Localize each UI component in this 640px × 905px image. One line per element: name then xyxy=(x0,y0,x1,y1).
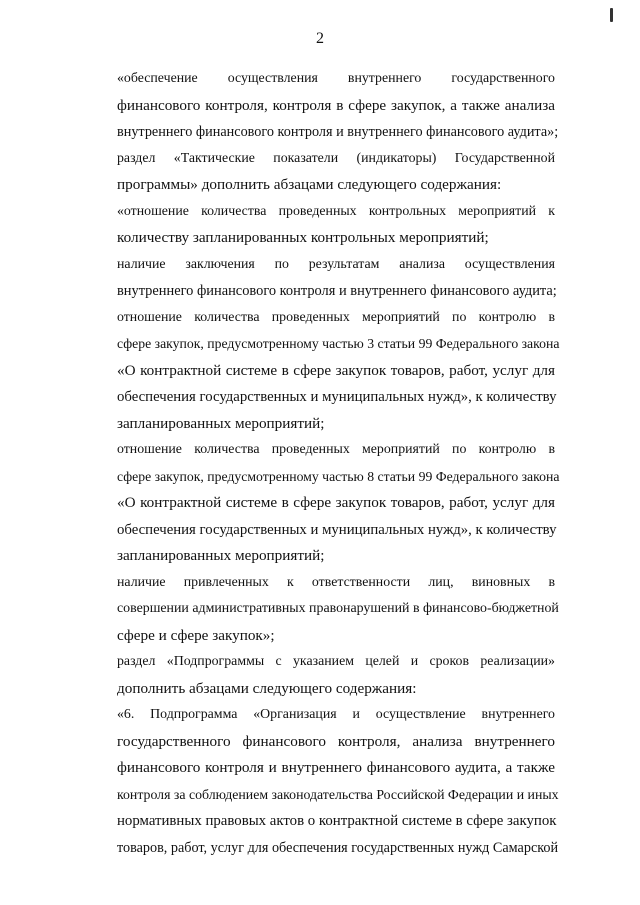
text-line: программы» дополнить абзацами следующего содержания: xyxy=(117,176,502,193)
text-line: дополнить абзацами следующего содержания: xyxy=(117,679,417,697)
text-line: финансового контроля, контроля в сфере закупок, а также анализа xyxy=(117,96,555,114)
text-line: раздел «Подпрограммы с указанием целей и сроков реализации» xyxy=(117,654,555,669)
text-line: сфере закупок, предусмотренному частью 3 статьи 99 Федерального закона xyxy=(117,336,560,351)
paragraph-8 xyxy=(75,649,555,702)
text-line: внутреннего финансового контроля и внутреннего финансового аудита»; xyxy=(117,124,559,140)
text-line: сфере закупок, предусмотренному частью 8 статьи 99 Федерального закона xyxy=(117,468,560,484)
text-line: «обеспечение осуществления внутреннего государственного xyxy=(117,71,555,86)
text-line: совершении административных правонарушений в финансово-бюджетной xyxy=(117,601,559,616)
paragraph-9 xyxy=(75,702,559,861)
scan-artifact xyxy=(610,8,613,22)
text-line: товаров, работ, услуг для обеспечения государственных нужд Самарской xyxy=(117,839,559,856)
text-line: контроля за соблюдением законодательства Российской Федерации и иных xyxy=(117,786,559,802)
text-line: нормативных правовых актов о контрактной системе в сфере закупок xyxy=(117,813,557,829)
text-line: отношение количества проведенных мероприятий по контролю в xyxy=(117,442,555,457)
page-number: 2 xyxy=(316,30,324,47)
text-line: «О контрактной системе в сфере закупок товаров, работ, услуг для xyxy=(117,494,555,511)
text-line: сфере и сфере закупок»; xyxy=(117,626,275,644)
paragraph-6 xyxy=(75,437,560,570)
text-line: раздел «Тактические показатели (индикаторы) Государственной xyxy=(117,150,555,166)
paragraph-1 xyxy=(75,66,559,146)
text-line: отношение количества проведенных мероприятий по контролю в xyxy=(117,309,555,325)
paragraph-5 xyxy=(75,305,560,438)
text-line: количеству запланированных контрольных мероприятий; xyxy=(117,229,489,246)
text-line: запланированных мероприятий; xyxy=(117,414,325,432)
text-line: наличие привлеченных к ответственности лиц, виновных в xyxy=(117,574,555,590)
text-line: внутреннего финансового контроля и внутреннего финансового аудита; xyxy=(117,283,557,299)
text-line: государственного финансового контроля, анализа внутреннего xyxy=(117,732,555,750)
text-line: «6. Подпрограмма «Организация и осуществление внутреннего xyxy=(117,707,555,722)
paragraph-2 xyxy=(75,146,555,199)
text-line: наличие заключения по результатам анализа осуществления xyxy=(117,256,555,272)
paragraph-4 xyxy=(75,252,555,305)
document-body xyxy=(75,66,560,861)
text-line: обеспечения государственных и муниципальных нужд», к количеству xyxy=(117,521,557,538)
text-line: обеспечения государственных и муниципальных нужд», к количеству xyxy=(117,389,557,405)
text-line: «отношение количества проведенных контрольных мероприятий к xyxy=(117,203,555,219)
text-line: финансового контроля и внутреннего финансового аудита, а также xyxy=(117,759,555,776)
paragraph-7 xyxy=(75,570,559,650)
paragraph-3 xyxy=(75,199,555,252)
text-line: «О контрактной системе в сфере закупок товаров, работ, услуг для xyxy=(117,361,555,379)
text-line: запланированных мероприятий; xyxy=(117,547,325,564)
